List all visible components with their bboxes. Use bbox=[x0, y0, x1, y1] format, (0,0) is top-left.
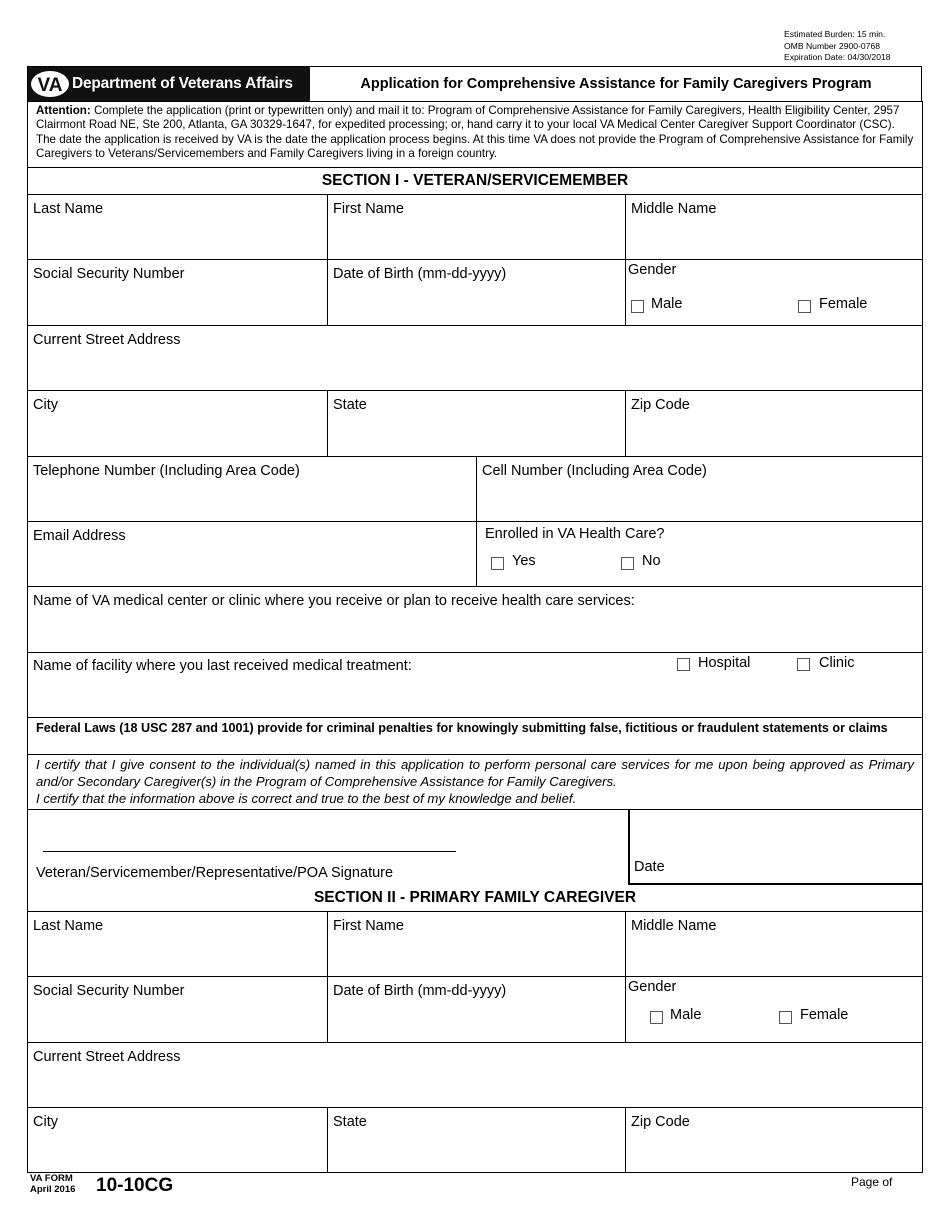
attention-label: Attention: bbox=[36, 104, 91, 117]
s2-dob-field[interactable] bbox=[327, 977, 625, 1042]
form-body bbox=[27, 101, 923, 1173]
signature-line bbox=[43, 851, 456, 852]
s1-hospital-label: Hospital bbox=[698, 655, 751, 671]
s2-street-label: Current Street Address bbox=[33, 1049, 181, 1065]
s1-ssn-field[interactable] bbox=[28, 260, 327, 325]
certify-correct: I certify that the information above is correct and true to the best of my knowledge and belief. bbox=[36, 791, 577, 806]
expiration-date: Expiration Date: 04/30/2018 bbox=[784, 52, 891, 62]
s1-ssn-row bbox=[27, 260, 923, 326]
s1-email-field[interactable] bbox=[28, 522, 476, 586]
s1-first-name-field[interactable] bbox=[327, 195, 625, 259]
s2-first-name-field[interactable] bbox=[327, 912, 625, 976]
certify-consent: I certify that I give consent to the individual(s) named in this application to perform personal care services for me upon being approved as Primary and/or Secondary Caregiver(s) in the Program of Comprehensive Assistance for Family Caregivers. bbox=[36, 757, 914, 789]
s1-dob-field[interactable] bbox=[327, 260, 625, 325]
s1-gender-label: Gender bbox=[628, 262, 677, 278]
s1-dob-label: Date of Birth (mm-dd-yyyy) bbox=[333, 266, 507, 282]
s2-last-name-field[interactable] bbox=[28, 912, 327, 976]
s2-male-checkbox[interactable] bbox=[650, 1011, 663, 1024]
form-header bbox=[27, 66, 922, 102]
s1-signature-row bbox=[27, 810, 923, 885]
estimated-burden: Estimated Burden: 15 min. bbox=[784, 29, 886, 39]
s1-enrolled-label: Enrolled in VA Health Care? bbox=[485, 526, 665, 542]
omb-number: OMB Number 2900-0768 bbox=[784, 40, 881, 51]
section2-header bbox=[27, 885, 923, 912]
s1-certify-row bbox=[27, 755, 923, 810]
s1-date-field[interactable] bbox=[628, 810, 922, 885]
s2-zip-label: Zip Code bbox=[631, 1114, 690, 1130]
s1-name-row bbox=[27, 195, 923, 260]
s1-signature-label: Veteran/Servicemember/Representative/POA Signature bbox=[36, 865, 394, 881]
department-name: Department of Veterans Affairs bbox=[72, 75, 293, 92]
s1-cell-field[interactable] bbox=[476, 457, 922, 521]
s1-last-name-label: Last Name bbox=[33, 201, 104, 217]
s2-dob-label: Date of Birth (mm-dd-yyyy) bbox=[333, 983, 507, 999]
s2-gender-label: Gender bbox=[628, 979, 677, 995]
s1-city-row bbox=[27, 391, 923, 457]
s2-female-checkbox[interactable] bbox=[779, 1011, 792, 1024]
s2-city-field[interactable] bbox=[28, 1108, 327, 1172]
form-title: Application for Comprehensive Assistance for Family Caregivers Program bbox=[360, 76, 872, 92]
s2-middle-name-field[interactable] bbox=[625, 912, 922, 976]
attention-body: Complete the application (print or typewritten only) and mail it to: Program of Comprehensive Assistance for Family Caregivers, Health Eligibility Center, 2957 Clairmont Road NE, Ste 200, Atlanta, GA 30329-1647, for expedited processing; or, hand carry it to your local VA Medical Center Caregiver Support Coordinator (CSC). The date the application is received by VA is the date the application process begins. At this time VA does not provide the Program of Comprehensive Assistance for Family Caregivers to Veterans/Servicemembers and Family Caregivers living in a foreign country. bbox=[36, 104, 914, 161]
federal-law-notice: Federal Laws (18 USC 287 and 1001) provide for criminal penalties for knowingly submitting false, fictitious or fraudulent statements or claims bbox=[36, 721, 888, 735]
s1-hospital-checkbox[interactable] bbox=[677, 658, 690, 671]
s1-no-label: No bbox=[642, 553, 661, 569]
s1-street-field[interactable] bbox=[27, 326, 923, 391]
s1-city-field[interactable] bbox=[28, 391, 327, 456]
section1-header bbox=[27, 168, 923, 195]
s2-ssn-row bbox=[27, 977, 923, 1043]
s1-gender-field bbox=[625, 260, 922, 325]
burden-info bbox=[784, 29, 891, 64]
va-logo-icon bbox=[30, 70, 70, 98]
s1-yes-label: Yes bbox=[512, 553, 536, 569]
footer-page-number: Page of bbox=[851, 1175, 893, 1189]
s1-cell-label: Cell Number (Including Area Code) bbox=[482, 463, 707, 479]
s1-first-name-label: First Name bbox=[333, 201, 404, 217]
s1-zip-label: Zip Code bbox=[631, 397, 690, 413]
s1-female-checkbox[interactable] bbox=[798, 300, 811, 313]
s1-street-label: Current Street Address bbox=[33, 332, 181, 348]
s1-ssn-label: Social Security Number bbox=[33, 266, 185, 282]
s1-female-label: Female bbox=[819, 296, 868, 312]
s1-phone-row bbox=[27, 457, 923, 522]
s1-city-label: City bbox=[33, 397, 58, 413]
s1-state-label: State bbox=[333, 397, 367, 413]
s2-last-name-label: Last Name bbox=[33, 918, 104, 934]
s1-last-name-field[interactable] bbox=[28, 195, 327, 259]
attention-row bbox=[27, 101, 923, 168]
s1-telephone-field[interactable] bbox=[28, 457, 476, 521]
s2-first-name-label: First Name bbox=[333, 918, 404, 934]
s1-signature-field[interactable] bbox=[28, 810, 628, 885]
s2-ssn-label: Social Security Number bbox=[33, 983, 185, 999]
s1-state-field[interactable] bbox=[327, 391, 625, 456]
s1-facility-field[interactable] bbox=[27, 653, 923, 718]
s1-enrolled-field bbox=[476, 522, 922, 586]
department-banner bbox=[28, 67, 310, 101]
s1-va-center-label: Name of VA medical center or clinic where you receive or plan to receive health care services: bbox=[33, 593, 635, 609]
s1-facility-label: Name of facility where you last received medical treatment: bbox=[33, 658, 412, 674]
s1-email-label: Email Address bbox=[33, 528, 126, 544]
s2-male-label: Male bbox=[670, 1007, 702, 1023]
s2-female-label: Female bbox=[800, 1007, 849, 1023]
footer-va-form bbox=[30, 1173, 75, 1195]
s2-city-row bbox=[27, 1108, 923, 1173]
s2-state-label: State bbox=[333, 1114, 367, 1130]
s1-male-label: Male bbox=[651, 296, 683, 312]
section2-title: SECTION II - PRIMARY FAMILY CAREGIVER bbox=[313, 889, 637, 906]
section1-title: SECTION I - VETERAN/SERVICEMEMBER bbox=[321, 172, 629, 189]
s2-city-label: City bbox=[33, 1114, 58, 1130]
s1-male-checkbox[interactable] bbox=[631, 300, 644, 313]
s1-clinic-checkbox[interactable] bbox=[797, 658, 810, 671]
s1-federal-row bbox=[27, 718, 923, 755]
s1-date-label: Date bbox=[634, 859, 665, 875]
attention-text bbox=[28, 101, 922, 162]
s1-telephone-label: Telephone Number (Including Area Code) bbox=[33, 463, 300, 479]
s1-yes-checkbox[interactable] bbox=[491, 557, 504, 570]
va-logo-text: VA bbox=[37, 75, 63, 96]
s2-state-field[interactable] bbox=[327, 1108, 625, 1172]
s1-middle-name-field[interactable] bbox=[625, 195, 922, 259]
s1-va-center-field[interactable] bbox=[27, 587, 923, 653]
s2-street-field[interactable] bbox=[27, 1043, 923, 1108]
s2-ssn-field[interactable] bbox=[28, 977, 327, 1042]
s2-middle-name-label: Middle Name bbox=[631, 918, 717, 934]
s1-middle-name-label: Middle Name bbox=[631, 201, 717, 217]
s2-gender-field bbox=[625, 977, 922, 1042]
s1-email-row bbox=[27, 522, 923, 587]
footer-form-date: April 2016 bbox=[30, 1184, 76, 1195]
s1-zip-field[interactable] bbox=[625, 391, 922, 456]
s1-no-checkbox[interactable] bbox=[621, 557, 634, 570]
footer-va-form-label: VA FORM bbox=[30, 1173, 73, 1184]
s1-clinic-label: Clinic bbox=[819, 655, 855, 671]
s2-name-row bbox=[27, 912, 923, 977]
s2-zip-field[interactable] bbox=[625, 1108, 922, 1172]
footer-form-number: 10-10CG bbox=[96, 1175, 174, 1196]
